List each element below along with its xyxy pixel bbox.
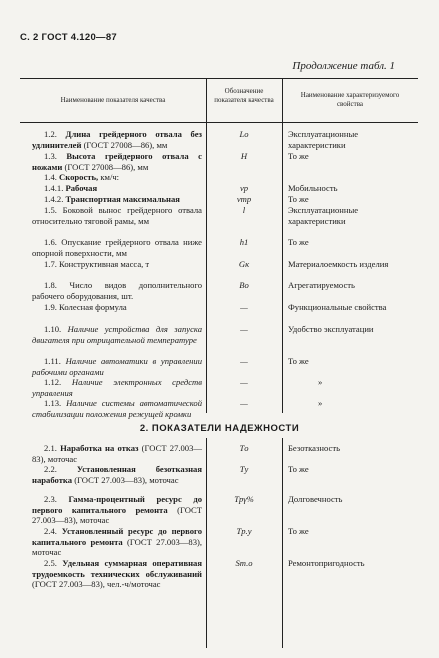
column-divider-2b — [282, 438, 283, 648]
table-header-rule — [20, 122, 418, 123]
column-divider-1b — [206, 438, 207, 648]
column-header-name: Наименование показателя качества — [60, 96, 166, 104]
column-divider-2 — [282, 78, 283, 413]
column-header-property: Наименование характеризуемого свойства — [300, 91, 400, 108]
column-divider-1 — [206, 78, 207, 413]
page-header: С. 2 ГОСТ 4.120—87 — [20, 32, 118, 43]
column-header-symbol: Обозначение показателя качества — [214, 87, 274, 104]
section-title: 2. ПОКАЗАТЕЛИ НАДЕЖНОСТИ — [139, 423, 300, 434]
table-top-rule — [20, 78, 418, 79]
table-continuation-label: Продолжение табл. 1 — [292, 60, 395, 72]
